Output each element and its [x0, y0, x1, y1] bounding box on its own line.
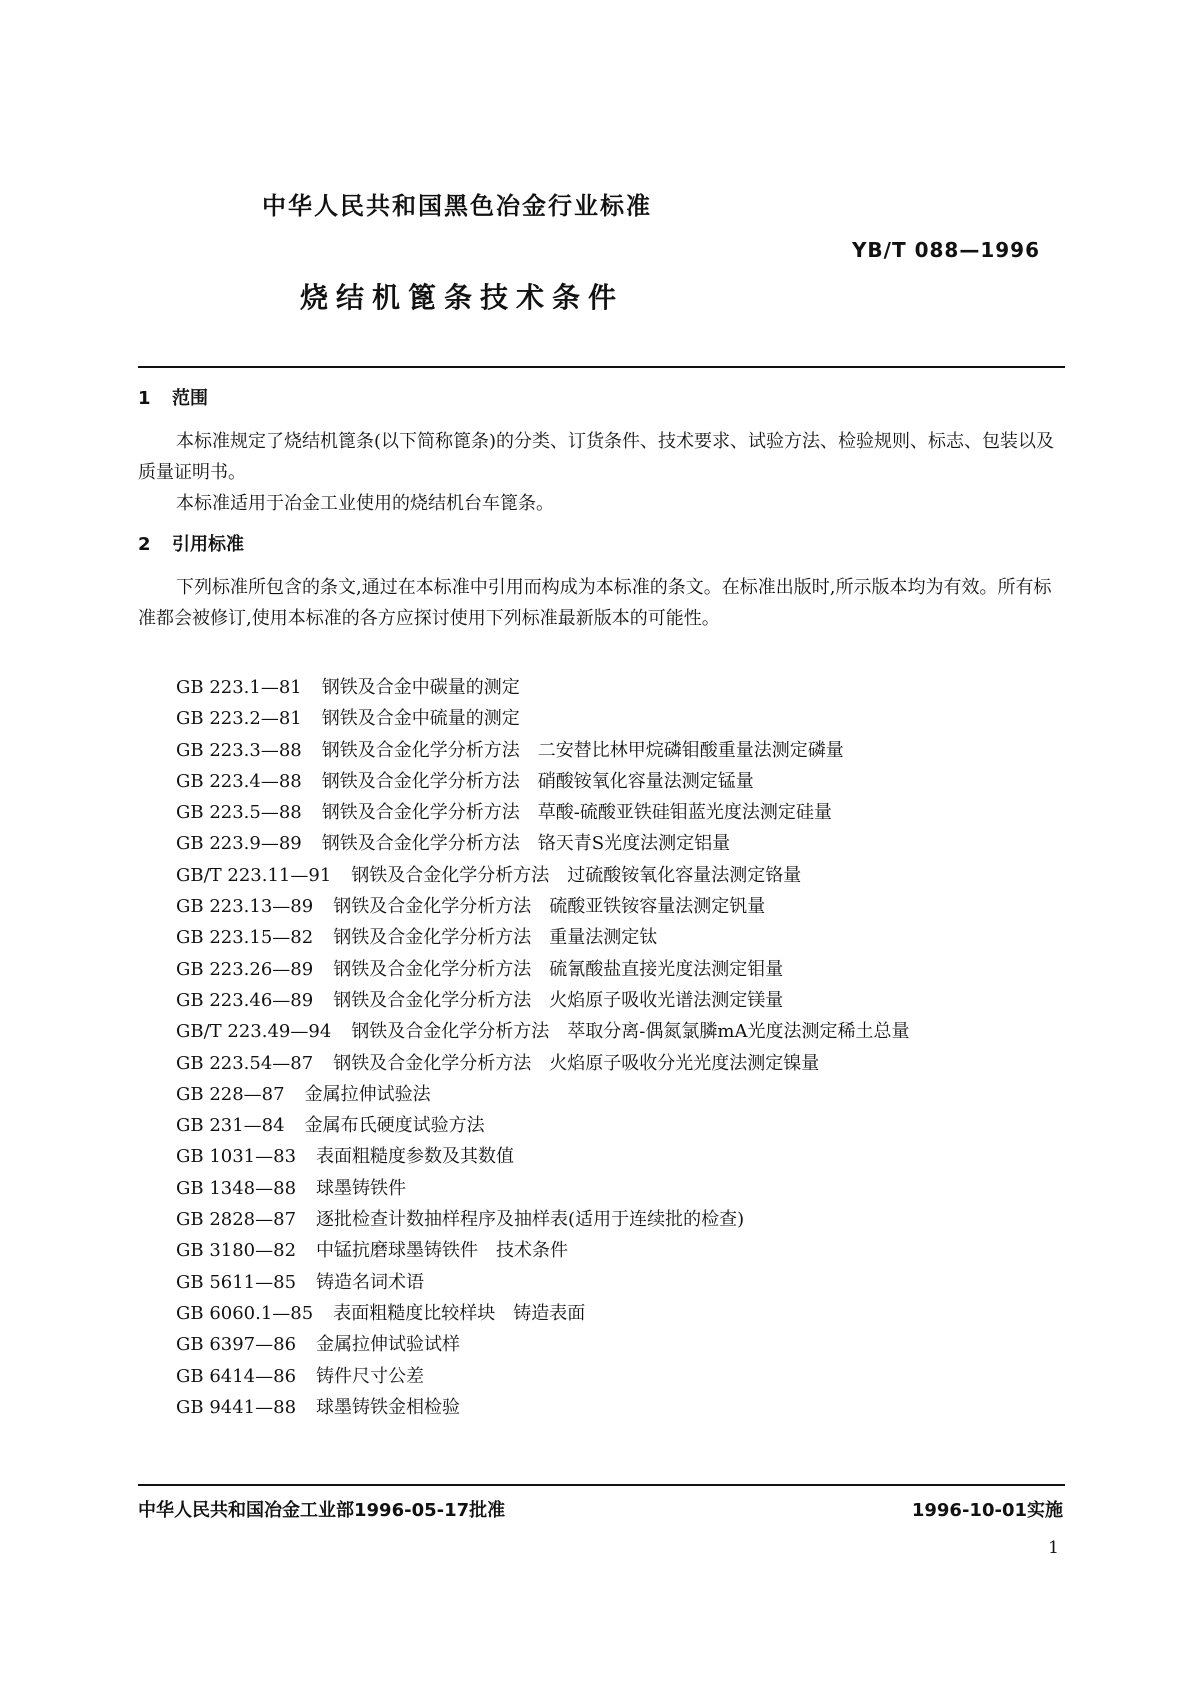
reference-title: 铸件尺寸公差 [316, 1365, 425, 1387]
reference-title: 金属拉伸试验法 [304, 1083, 431, 1105]
reference-item [176, 672, 909, 703]
implementation-date: 1996-10-01实施 [911, 1500, 1063, 1521]
reference-item [176, 1173, 909, 1204]
standard-code: YB/T 088—1996 [851, 238, 1040, 262]
section-1-paragraph-1: 本标准规定了烧结机篦条(以下简称篦条)的分类、订货条件、技术要求、试验方法、检验规则、标志、包装以及质量证明书。 [138, 431, 1055, 483]
reference-item [176, 1361, 909, 1392]
reference-title: 中锰抗磨球墨铸铁件 技术条件 [316, 1240, 569, 1262]
reference-code: GB 1031—83 [176, 1146, 297, 1168]
reference-code: GB 2828—87 [176, 1209, 297, 1231]
reference-title: 表面粗糙度参数及其数值 [316, 1146, 515, 1168]
reference-title: 钢铁及合金化学分析方法 萃取分离-偶氮氯膦mA光度法测定稀土总量 [351, 1021, 910, 1043]
reference-code: GB 223.46—89 [176, 989, 314, 1011]
document-title: 烧结机篦条技术条件 [300, 281, 625, 314]
section-1-paragraph-2: 本标准适用于冶金工业使用的烧结机台车篦条。 [176, 493, 554, 514]
reference-title: 钢铁及合金化学分析方法 草酸-硫酸亚铁硅钼蓝光度法测定硅量 [321, 802, 832, 824]
reference-title: 钢铁及合金中硫量的测定 [321, 708, 520, 730]
reference-item [176, 954, 909, 985]
reference-code: GB 223.5—88 [176, 802, 302, 824]
reference-title: 钢铁及合金化学分析方法 过硫酸铵氧化容量法测定铬量 [351, 864, 802, 886]
reference-code: GB 223.2—81 [176, 708, 302, 730]
section-2-intro: 下列标准所包含的条文,通过在本标准中引用而构成为本标准的条文。在标准出版时,所示版本均为有效。所有标准都会被修订,使用本标准的各方应探讨使用下列标准最新版本的可能性。 [138, 577, 1052, 629]
reference-title: 钢铁及合金化学分析方法 硫酸亚铁铵容量法测定钒量 [333, 896, 766, 918]
reference-title: 钢铁及合金化学分析方法 火焰原子吸收分光光度法测定镍量 [333, 1052, 820, 1074]
reference-item [176, 922, 909, 953]
reference-title: 表面粗糙度比较样块 铸造表面 [333, 1302, 586, 1324]
reference-item [176, 985, 909, 1016]
reference-item [176, 766, 909, 797]
reference-code: GB 228—87 [176, 1083, 285, 1105]
reference-title: 金属布氏硬度试验方法 [304, 1115, 485, 1137]
reference-item [176, 1204, 909, 1235]
reference-title: 钢铁及合金化学分析方法 二安替比林甲烷磷钼酸重量法测定磷量 [321, 739, 844, 761]
reference-item [176, 1110, 909, 1141]
reference-item [176, 735, 909, 766]
reference-item [176, 1235, 909, 1266]
reference-title: 球墨铸铁件 [316, 1177, 407, 1199]
reference-code: GB 223.54—87 [176, 1052, 314, 1074]
reference-code: GB 6414—86 [176, 1365, 297, 1387]
page-number: 1 [1048, 1538, 1059, 1558]
section-1-heading [138, 384, 208, 410]
reference-item [176, 797, 909, 828]
reference-title: 钢铁及合金化学分析方法 火焰原子吸收光谱法测定镁量 [333, 989, 784, 1011]
reference-code: GB 3180—82 [176, 1240, 297, 1262]
reference-item [176, 828, 909, 859]
reference-code: GB 223.4—88 [176, 770, 302, 792]
reference-code: GB 6397—86 [176, 1334, 297, 1356]
reference-code: GB/T 223.11—91 [176, 864, 332, 886]
reference-item [176, 1329, 909, 1360]
section-1-number: 1 [138, 388, 151, 409]
reference-item [176, 1392, 909, 1423]
reference-code: GB 223.13—89 [176, 896, 314, 918]
section-2-number: 2 [138, 534, 151, 555]
reference-code: GB 223.3—88 [176, 739, 302, 761]
reference-code: GB 223.1—81 [176, 677, 302, 698]
reference-title: 钢铁及合金中碳量的测定 [321, 677, 520, 698]
reference-item [176, 703, 909, 734]
reference-item [176, 1079, 909, 1110]
section-1-title: 范围 [172, 388, 208, 409]
header-divider [138, 366, 1065, 368]
reference-code: GB 223.26—89 [176, 958, 314, 980]
reference-title: 钢铁及合金化学分析方法 硝酸铵氧化容量法测定锰量 [321, 770, 754, 792]
reference-code: GB 6060.1—85 [176, 1302, 314, 1324]
reference-title: 钢铁及合金化学分析方法 铬天青S光度法测定铝量 [321, 833, 731, 855]
reference-code: GB 9441—88 [176, 1396, 297, 1418]
reference-title: 金属拉伸试验试样 [316, 1334, 461, 1356]
reference-item [176, 1016, 909, 1047]
footer-divider [138, 1484, 1065, 1486]
reference-title: 钢铁及合金化学分析方法 硫氰酸盐直接光度法测定钼量 [333, 958, 784, 980]
reference-code: GB/T 223.49—94 [176, 1021, 332, 1043]
reference-title: 铸造名词术语 [316, 1271, 425, 1293]
reference-code: GB 223.9—89 [176, 833, 302, 855]
section-2-title: 引用标准 [172, 534, 244, 555]
reference-item [176, 1298, 909, 1329]
section-2-heading [138, 530, 244, 556]
reference-item [176, 1267, 909, 1298]
reference-title: 逐批检查计数抽样程序及抽样表(适用于连续批的检查) [316, 1209, 745, 1231]
reference-item [176, 891, 909, 922]
reference-code: GB 223.15—82 [176, 927, 314, 949]
approval-statement: 中华人民共和国冶金工业部1996-05-17批准 [138, 1500, 506, 1521]
reference-list [176, 672, 909, 1423]
reference-item [176, 1048, 909, 1079]
issuing-body-title: 中华人民共和国黑色冶金行业标准 [262, 192, 652, 220]
reference-code: GB 1348—88 [176, 1177, 297, 1199]
reference-title: 球墨铸铁金相检验 [316, 1396, 461, 1418]
reference-code: GB 231—84 [176, 1115, 285, 1137]
reference-title: 钢铁及合金化学分析方法 重量法测定钛 [333, 927, 658, 949]
reference-item [176, 860, 909, 891]
reference-code: GB 5611—85 [176, 1271, 297, 1293]
reference-item [176, 1141, 909, 1172]
